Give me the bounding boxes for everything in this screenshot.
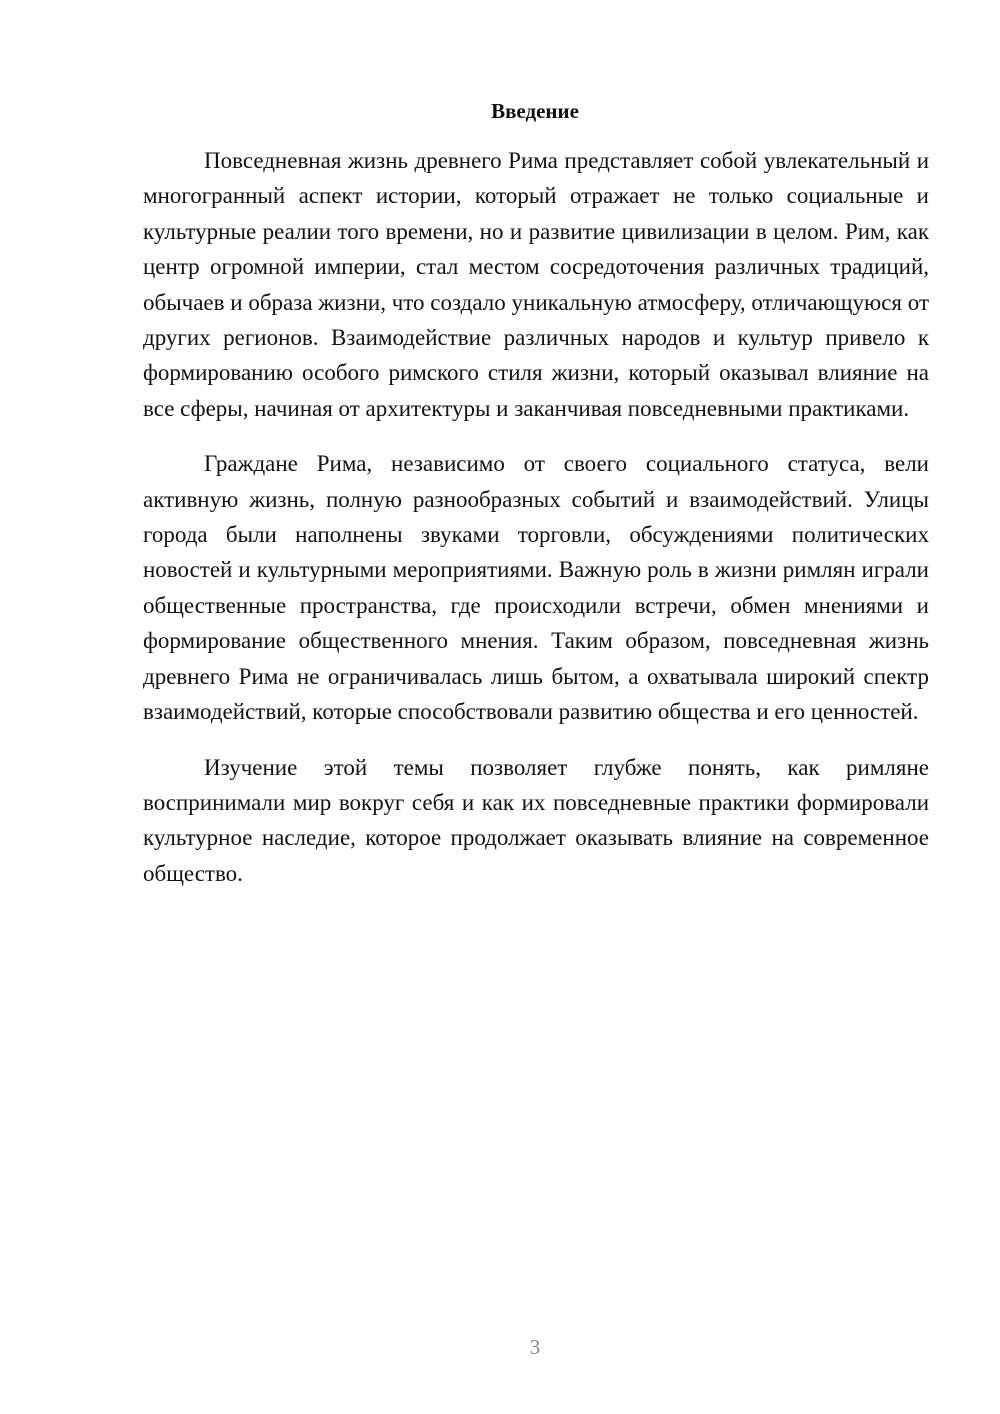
paragraph-3: Изучение этой темы позволяет глубже понять, как римляне воспринимали мир вокруг себя и как их повседневные практики формировали культурное наследие, которое продолжает оказывать влияние на современное общество. <box>143 754 929 886</box>
page-number: 3 <box>529 1335 541 1359</box>
body-text <box>143 143 929 911</box>
paragraph-2: Граждане Рима, независимо от своего социального статуса, вели активную жизнь, полную разнообразных событий и взаимодействий. Улицы города были наполнены звуками торговли, обсуждениями политических новостей и культурными мероприятиями. Важную роль в жизни римлян играли общественные пространства, где происходили встречи, обмен мнениями и формирование общественного мнения. Таким образом, повседневная жизнь древнего Рима не ограничивалась лишь бытом, а охватывала широкий спектр взаимодействий, которые способствовали развитию общества и его ценностей. <box>143 451 929 725</box>
section-title: Введение <box>491 99 579 123</box>
paragraph-1: Повседневная жизнь древнего Рима представляет собой увлекательный и многогранный аспект истории, который отражает не только социальные и культурные реалии того времени, но и развитие цивилизации в целом. Рим, как центр огромной империи, стал местом сосредоточения различных традиций, обычаев и образа жизни, что создало уникальную атмосферу, отличающуюся от других регионов. Взаимодействие различных народов и культур привело к формированию особого римского стиля жизни, который оказывал влияние на все сферы, начиная от архитектуры и заканчивая повседневными практиками. <box>143 148 929 421</box>
